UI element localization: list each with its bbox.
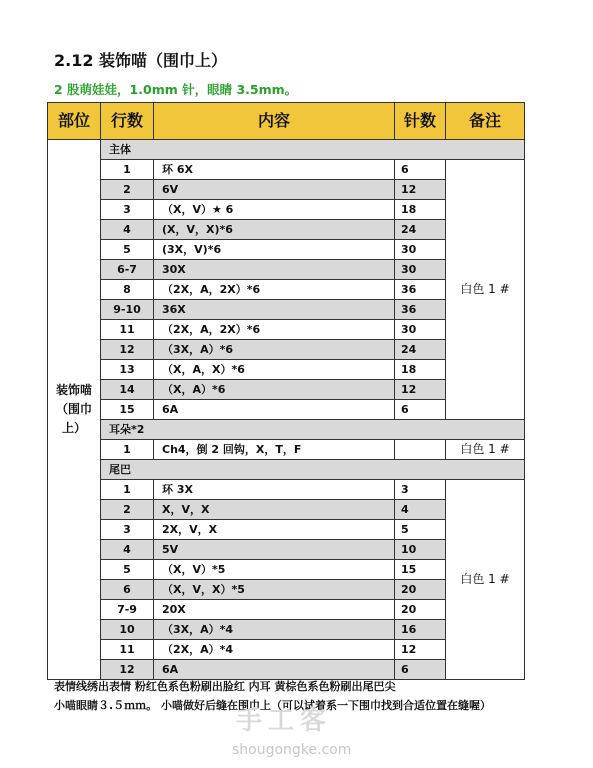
footer-line-1: 表情线绣出表情 粉红色系色粉刷出脸红 内耳 黄棕色系色粉刷出尾巴尖 <box>54 680 396 693</box>
stitch-count: 20 <box>395 600 446 620</box>
row-content: (X，V，X)*6 <box>154 220 395 240</box>
row-content: X，V，X <box>154 500 395 520</box>
stitch-count: 18 <box>395 200 446 220</box>
table-header-row <box>48 103 525 140</box>
header-content: 内容 <box>154 103 395 140</box>
color-note: 白色 1 # <box>446 480 525 680</box>
row-content: 环 3X <box>154 480 395 500</box>
row-content: 6A <box>154 660 395 680</box>
color-note: 白色 1 # <box>446 440 525 460</box>
part-cell: 装饰喵（围巾上） <box>48 140 101 680</box>
stitch-count: 10 <box>395 540 446 560</box>
stitch-count: 3 <box>395 480 446 500</box>
row-number: 5 <box>101 240 154 260</box>
row-number: 1 <box>101 160 154 180</box>
stitch-count: 30 <box>395 320 446 340</box>
row-content: 36X <box>154 300 395 320</box>
watermark-logo: 手工客 <box>236 706 333 736</box>
row-content: （X，V，X）*5 <box>154 580 395 600</box>
section-title: 2.12 装饰喵（围巾上） <box>54 51 228 70</box>
pattern-table <box>47 102 525 680</box>
row-content: 30X <box>154 260 395 280</box>
row-number: 5 <box>101 560 154 580</box>
row-number: 3 <box>101 520 154 540</box>
row-number: 6-7 <box>101 260 154 280</box>
row-number: 4 <box>101 540 154 560</box>
table-row <box>48 160 525 180</box>
row-content: （2X，A，2X）*6 <box>154 280 395 300</box>
row-content: 环 6X <box>154 160 395 180</box>
table-row <box>48 440 525 460</box>
row-content: 6A <box>154 400 395 420</box>
stitch-count: 36 <box>395 280 446 300</box>
row-number: 12 <box>101 660 154 680</box>
row-content: （3X，A）*6 <box>154 340 395 360</box>
stitch-count: 24 <box>395 340 446 360</box>
row-number: 1 <box>101 480 154 500</box>
stitch-count: 5 <box>395 520 446 540</box>
section-name: 耳朵*2 <box>101 420 525 440</box>
stitch-count: 12 <box>395 180 446 200</box>
section-header-row <box>48 140 525 160</box>
row-number: 3 <box>101 200 154 220</box>
row-content: （2X，A）*4 <box>154 640 395 660</box>
row-number: 1 <box>101 440 154 460</box>
stitch-count: 6 <box>395 660 446 680</box>
header-note: 备注 <box>446 103 525 140</box>
stitch-count: 6 <box>395 160 446 180</box>
row-number: 6 <box>101 580 154 600</box>
stitch-count: 30 <box>395 260 446 280</box>
stitch-count: 24 <box>395 220 446 240</box>
stitch-count: 18 <box>395 360 446 380</box>
row-content: (3X，V)*6 <box>154 240 395 260</box>
section-name: 主体 <box>101 140 525 160</box>
row-content: （X，A，X）*6 <box>154 360 395 380</box>
row-number: 7-9 <box>101 600 154 620</box>
section-header-row <box>48 460 525 480</box>
section-name: 尾巴 <box>101 460 525 480</box>
row-content: （X，A）*6 <box>154 380 395 400</box>
row-number: 13 <box>101 360 154 380</box>
table-body <box>48 140 525 680</box>
row-number: 10 <box>101 620 154 640</box>
row-number: 4 <box>101 220 154 240</box>
row-number: 14 <box>101 380 154 400</box>
header-row: 行数 <box>101 103 154 140</box>
row-number: 2 <box>101 180 154 200</box>
row-content: 6V <box>154 180 395 200</box>
row-content: 5V <box>154 540 395 560</box>
row-content: Ch4，倒 2 回钩，X，T，F <box>154 440 395 460</box>
footer-line-2: 小喵眼睛３.５ｍｍ。 小喵做好后缝在围巾上（可以试着系一下围巾找到合适位置在缝喔） <box>54 699 492 712</box>
row-content: （X，V）*5 <box>154 560 395 580</box>
row-number: 2 <box>101 500 154 520</box>
row-content: 20X <box>154 600 395 620</box>
stitch-count: 6 <box>395 400 446 420</box>
watermark-url: shougongke.com <box>232 742 352 758</box>
stitch-count: 4 <box>395 500 446 520</box>
color-note: 白色 1 # <box>446 160 525 420</box>
stitch-count: 15 <box>395 560 446 580</box>
header-needle: 针数 <box>395 103 446 140</box>
stitch-count: 16 <box>395 620 446 640</box>
row-number: 11 <box>101 640 154 660</box>
row-content: （X，V）★ 6 <box>154 200 395 220</box>
stitch-count: 36 <box>395 300 446 320</box>
row-content: 2X，V，X <box>154 520 395 540</box>
stitch-count: 12 <box>395 640 446 660</box>
materials-note: 2 股萌娃娃，1.0mm 针，眼睛 3.5mm。 <box>54 82 298 97</box>
row-content: （3X，A）*4 <box>154 620 395 640</box>
row-content: （2X，A，2X）*6 <box>154 320 395 340</box>
section-header-row <box>48 420 525 440</box>
header-part: 部位 <box>48 103 101 140</box>
row-number: 12 <box>101 340 154 360</box>
stitch-count: 12 <box>395 380 446 400</box>
row-number: 15 <box>101 400 154 420</box>
table-row <box>48 480 525 500</box>
row-number: 8 <box>101 280 154 300</box>
stitch-count <box>395 440 446 460</box>
stitch-count: 20 <box>395 580 446 600</box>
row-number: 11 <box>101 320 154 340</box>
row-number: 9-10 <box>101 300 154 320</box>
stitch-count: 30 <box>395 240 446 260</box>
